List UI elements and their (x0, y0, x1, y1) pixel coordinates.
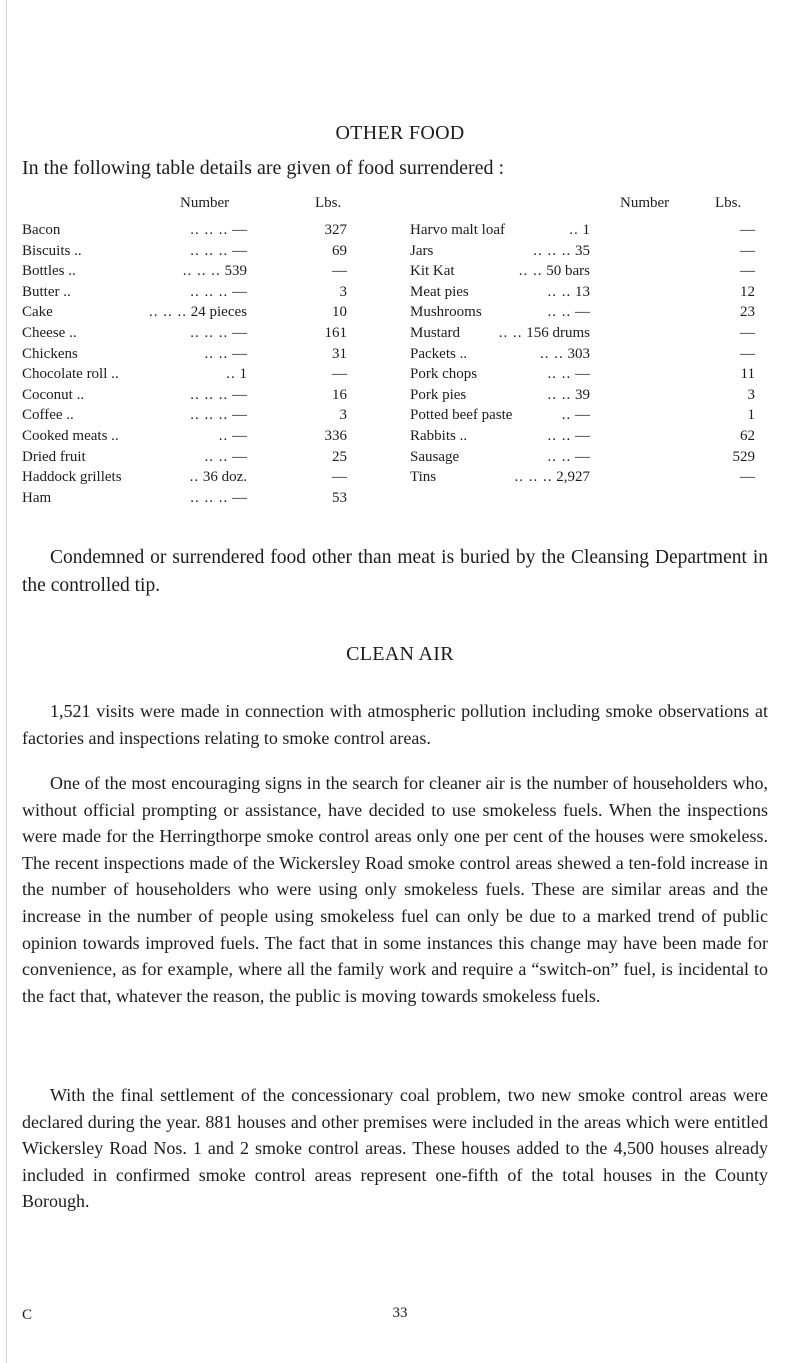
leader-dots: .. .. (204, 345, 229, 362)
item-number: 539 (224, 263, 247, 280)
item-number-cell (190, 220, 247, 241)
item-number-cell (548, 282, 591, 303)
item-number-cell (533, 241, 590, 262)
item-name: Tins (410, 469, 437, 486)
item-number-cell (515, 467, 591, 488)
item-name: Biscuits .. (22, 242, 82, 259)
item-number-cell (190, 282, 247, 303)
item-number: — (232, 324, 247, 341)
item-lbs: — (740, 324, 755, 341)
item-number: — (232, 489, 247, 506)
item-number-cell (548, 302, 591, 323)
item-number-cell (190, 385, 247, 406)
item-number-cell (540, 344, 590, 365)
item-name: Bacon (22, 222, 61, 238)
item-number-cell (499, 323, 590, 344)
item-number: — (232, 345, 247, 362)
leader-dots: .. .. (518, 263, 543, 280)
leader-dots: .. .. (547, 427, 572, 444)
item-name: Coconut .. (22, 386, 85, 403)
item-number: — (232, 448, 247, 465)
item-lbs: — (332, 469, 347, 486)
item-number-cell (548, 426, 591, 447)
leader-dots: .. (569, 222, 579, 238)
item-name: Cheese .. (22, 324, 77, 341)
item-number: — (232, 386, 247, 403)
leader-dots: .. .. (498, 324, 523, 341)
item-name: Packets .. (410, 345, 468, 362)
item-number: 24 pieces (190, 304, 247, 321)
leader-dots: .. .. .. (190, 242, 229, 259)
item-number-cell (190, 488, 247, 509)
item-number: — (232, 222, 247, 238)
item-number-cell (190, 467, 247, 488)
item-number: — (232, 407, 247, 424)
item-lbs: 31 (332, 345, 347, 362)
paragraph-condemned-food (22, 544, 768, 600)
item-lbs: 23 (740, 304, 755, 321)
item-lbs: 12 (740, 283, 755, 300)
item-name: Jars (410, 242, 434, 259)
leader-dots: .. .. (547, 283, 572, 300)
item-number: 35 (575, 242, 590, 259)
leader-dots: .. .. .. (190, 489, 229, 506)
leader-dots: .. .. .. (514, 469, 553, 486)
leader-dots: .. .. (547, 386, 572, 403)
header-lbs: Lbs. (715, 195, 742, 211)
leader-dots: .. .. .. (190, 283, 229, 300)
leader-dots: .. (218, 427, 229, 444)
item-number-cell (569, 220, 590, 241)
header-number: Number (180, 195, 230, 211)
item-number-cell (548, 385, 591, 406)
item-name: Coffee .. (22, 407, 74, 424)
item-lbs: — (740, 263, 755, 280)
leader-dots: .. .. (540, 345, 564, 362)
item-number-cell (149, 302, 247, 323)
item-name: Potted beef paste (410, 407, 513, 424)
paragraph-visits (22, 698, 768, 751)
item-name: Cake (22, 304, 53, 321)
heading-clean-air: CLEAN AIR (346, 643, 454, 665)
item-number: — (575, 304, 590, 321)
page-number: 33 (392, 1305, 408, 1321)
item-number-cell (562, 405, 590, 426)
item-number-cell (219, 426, 247, 447)
leader-dots: .. .. (204, 448, 229, 465)
signature-mark: C (22, 1307, 33, 1323)
item-number: — (232, 242, 247, 259)
item-number: 39 (575, 386, 590, 403)
heading-other-food: OTHER FOOD (335, 122, 465, 144)
leader-dots: .. .. .. (149, 304, 188, 321)
paragraph-smokeless-fuels (22, 770, 768, 1009)
item-number-cell (519, 261, 590, 282)
leader-dots: .. (226, 366, 236, 383)
item-lbs: 3 (339, 283, 347, 300)
item-number-cell (548, 364, 591, 385)
item-lbs: 10 (332, 304, 347, 321)
item-lbs: 1 (747, 407, 755, 424)
leader-dots: .. (189, 469, 200, 486)
leader-dots: .. .. .. (182, 263, 221, 280)
leader-dots: .. .. .. (190, 324, 229, 341)
leader-dots: .. .. .. (190, 407, 229, 424)
item-lbs: 11 (740, 366, 755, 383)
item-number: — (575, 407, 590, 424)
intro-text: In the following table details are given of food surrendered : (22, 157, 505, 179)
paragraph-text: One of the most encouraging signs in the search for cleaner air is the number of householders who, without official prompting or assistance, have decided to use smokeless fuels. When the inspections were made for the Herringthorpe smoke control areas only one per cent of the houses were smokeless. The recent inspections made of the Wickersley Road smoke control areas shewed a ten-fold increase in the number of householders who were using only smokeless fuels. These are similar areas and the increase in the number of people using smokeless fuel can only be due to a marked trend of public opinion towards improved fuels. The fact that in some instances this change may have been made for convenience, as for example, where all the family work and require a “switch-on” fuel, is incidental to the fact that, whatever the reason, the public is moving towards smokeless fuels. (22, 773, 768, 1006)
paragraph-text: With the final settlement of the concessionary coal problem, two new smoke control areas were declared during the year. 881 houses and other premises were included in the areas which were entitled Wickersley Road Nos. 1 and 2 smoke control areas. These houses added to the 4,500 houses already included in confirmed smoke control areas represent one-fifth of the total houses in the County Borough. (22, 1085, 768, 1212)
item-name: Rabbits .. (410, 427, 468, 444)
item-lbs: — (740, 242, 755, 259)
item-number: — (232, 427, 247, 444)
page-edge-line (6, 0, 7, 1363)
item-lbs: 336 (324, 427, 347, 444)
item-name: Haddock grillets (22, 469, 122, 486)
item-number-cell (190, 323, 247, 344)
item-number: 13 (575, 283, 590, 300)
item-lbs: 16 (332, 386, 347, 403)
item-number: 1 (582, 222, 590, 238)
paragraph-coal-settlement (22, 1082, 768, 1215)
item-lbs: 3 (339, 407, 347, 424)
item-number-cell (205, 447, 248, 468)
item-lbs: 327 (324, 222, 347, 238)
item-name: Butter .. (22, 283, 71, 300)
leader-dots: .. .. (547, 366, 572, 383)
item-number-cell (183, 261, 247, 282)
item-name: Bottles .. (22, 263, 76, 280)
item-number-cell (205, 344, 248, 365)
item-lbs: — (332, 263, 347, 280)
header-number: Number (620, 195, 670, 211)
item-name: Dried fruit (22, 448, 86, 465)
item-lbs: 161 (324, 324, 347, 341)
item-number: — (575, 366, 590, 383)
leader-dots: .. (561, 407, 572, 424)
item-name: Chickens (22, 345, 78, 362)
item-name: Cooked meats .. (22, 427, 119, 444)
paragraph-text: Condemned or surrendered food other than meat is buried by the Cleansing Department in the controlled tip. (22, 547, 768, 596)
item-number: — (575, 427, 590, 444)
item-number-cell (190, 405, 247, 426)
item-name: Pork chops (410, 366, 478, 383)
item-number-cell (548, 447, 591, 468)
item-name: Meat pies (410, 283, 469, 300)
item-lbs: 53 (332, 489, 347, 506)
item-number: 36 doz. (202, 469, 247, 486)
leader-dots: .. .. .. (190, 222, 229, 238)
item-number: 156 drums (526, 324, 590, 341)
item-name: Pork pies (410, 386, 467, 403)
item-lbs: 3 (747, 386, 755, 403)
leader-dots: .. .. .. (190, 386, 229, 403)
item-name: Sausage (410, 448, 460, 465)
item-name: Mustard (410, 324, 460, 341)
item-name: Chocolate roll .. (22, 366, 119, 383)
item-lbs: — (332, 366, 347, 383)
item-lbs: — (740, 345, 755, 362)
item-lbs: — (740, 469, 755, 486)
item-number: 1 (239, 366, 247, 383)
item-name: Kit Kat (410, 263, 455, 280)
item-lbs: 25 (332, 448, 347, 465)
leader-dots: .. .. (547, 448, 572, 465)
item-name: Harvo malt loaf (410, 222, 505, 238)
item-lbs: 62 (740, 427, 755, 444)
item-number: 50 bars (546, 263, 590, 280)
item-lbs: — (740, 222, 755, 238)
item-number: 2,927 (556, 469, 590, 486)
paragraph-text: 1,521 visits were made in connection with atmospheric pollution including smoke observations at factories and inspections relating to smoke control areas. (22, 701, 768, 748)
item-number-cell (226, 364, 247, 385)
item-name: Mushrooms (410, 304, 482, 321)
item-number-cell (190, 241, 247, 262)
item-lbs: 69 (332, 242, 347, 259)
item-number: 303 (567, 345, 590, 362)
item-lbs: 529 (732, 448, 755, 465)
header-lbs: Lbs. (315, 195, 342, 211)
item-name: Ham (22, 489, 52, 506)
leader-dots: .. .. .. (533, 242, 572, 259)
item-number: — (575, 448, 590, 465)
item-number: — (232, 283, 247, 300)
leader-dots: .. .. (547, 304, 572, 321)
